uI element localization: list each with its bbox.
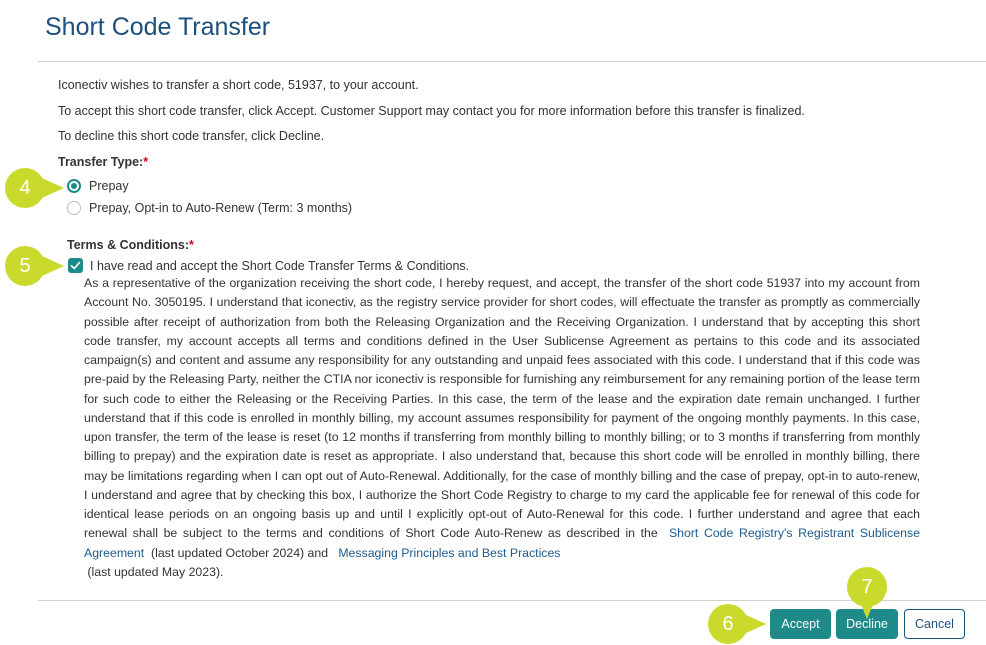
terms-checkbox-label[interactable]: I have read and accept the Short Code Transfer Terms & Conditions. (90, 258, 470, 273)
messaging-principles-link[interactable]: Messaging Principles and Best Practices (338, 545, 561, 560)
badge-pointer (42, 178, 64, 198)
required-mark: * (189, 238, 194, 252)
registrant-sublicense-agreement-link[interactable]: Short Code Registry's Registrant Sublicense Agreement (84, 526, 920, 560)
radio-prepay-auto-renew-label[interactable]: Prepay, Opt-in to Auto-Renew (Term: 3 months) (89, 201, 353, 215)
step-badge-7: 7 (847, 567, 887, 607)
step-badge-4: 4 (5, 168, 45, 208)
required-mark: * (143, 155, 149, 169)
intro-line-3: To decline this short code transfer, click Decline. (58, 129, 325, 143)
cancel-button[interactable]: Cancel (904, 609, 965, 639)
badge-pointer (42, 256, 64, 276)
check-icon (70, 260, 81, 271)
step-badge-6: 6 (708, 604, 748, 644)
radio-prepay-auto-renew[interactable] (67, 199, 352, 217)
terms-text: As a representative of the organization receiving the short code, I hereby request, and accept, the transfer of the short code 51937 into my account from Account No. 3050195. I understand that iconectiv, as the registry service provider for short codes, will effectuate the transfer as promptly as commercially possible after receipt of authorization from both the Releasing Organization and the Receiving Organization. I understand that by accepting this short code transfer, my account accepts all terms and conditions defined in the User Sublicense Agreement as pertains to this code and its associated campaign(s) and content and assume any responsibility for any outstanding and unpaid fees associated with this code. I understand that if this code was pre-paid by the Releasing Party, neither the CTIA nor iconectiv is responsible for furnishing any reimbursement for any remaining portion of the lease term for such code to either the Releasing or the Receiving Parties. In this case, the term of the lease and the expiration date remain unchanged. I further understand that if this code is enrolled in monthly billing, my account assumes responsibility for payment of the ongoing monthly payments. In this case, upon transfer, the term of the lease is reset (to 12 months if transferring from monthly billing to monthly billing; or to 3 months if transferring from monthly billing to prepay) and the expiration date is reset as appropriate. I also understand that, because this short code will be enrolled in monthly billing, there may be limitations regarding when I can opt out of Auto-Renewal. Additionally, for the case of monthly billing and the case of prepay, opt-in to auto-renew, I understand and agree that by checking this box, I authorize the Short Code Registry to charge to my card the applicable fee for renewal of this code for identical lease periods on an ongoing basis up and until I explicitly opt-out of Auto-Renewal for this code. I further understand and agree that each renewal shall be subject to the terms and conditions of Short Code Auto-Renew as described in the Short Code Registry's Registrant Sublicense Agreement (last updated October 2024) and Messaging Principles and Best Practices (last updated May 2023). (84, 276, 920, 579)
terms-checkbox-row[interactable] (68, 258, 469, 273)
header-divider (38, 61, 986, 62)
intro-line-2: To accept this short code transfer, click Accept. Customer Support may contact you for more information before this transfer is finalized. (58, 104, 805, 118)
intro-line-1: Iconectiv wishes to transfer a short code, 51937, to your account. (58, 78, 419, 92)
page-title: Short Code Transfer (45, 13, 271, 41)
transfer-type-label: Transfer Type:* (58, 155, 149, 169)
radio-prepay-label[interactable]: Prepay (89, 179, 129, 193)
radio-prepay[interactable] (67, 177, 129, 195)
radio-button-selected[interactable] (67, 179, 81, 193)
footer-divider (38, 600, 986, 601)
radio-button-unselected[interactable] (67, 201, 81, 215)
terms-label: Terms & Conditions:* (67, 238, 194, 252)
terms-checkbox[interactable] (68, 258, 83, 273)
decline-button[interactable]: Decline (836, 609, 898, 639)
step-badge-5: 5 (5, 246, 45, 286)
accept-button[interactable]: Accept (770, 609, 831, 639)
